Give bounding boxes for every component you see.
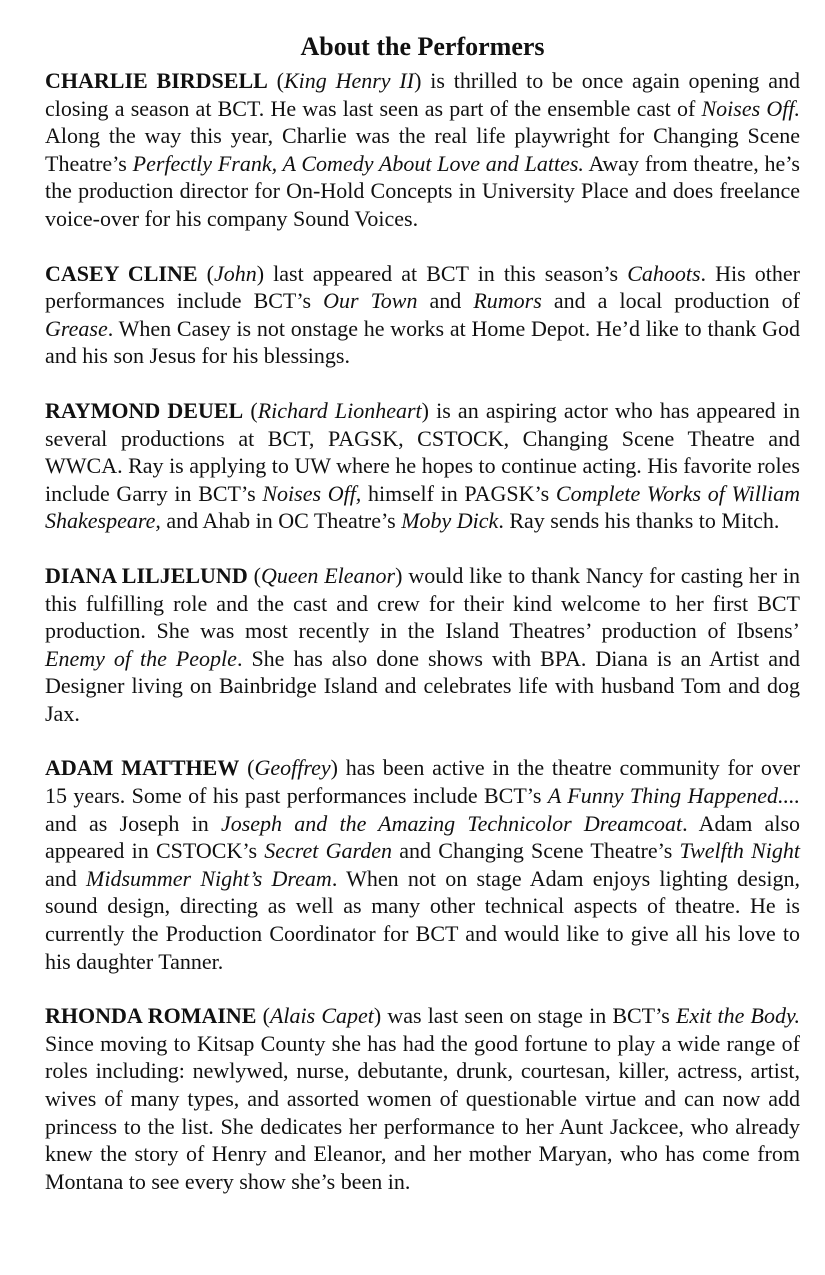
bio-text: ( [197, 260, 214, 286]
performer-bio [45, 397, 800, 535]
performer-bio [45, 754, 800, 975]
bio-text: ( [243, 397, 258, 423]
bio-text: and Changing Scene Theatre’s [392, 838, 680, 864]
bio-text: Along the way this year, Charlie was the real life playwright for Changing Scene Theatre’s [45, 123, 800, 176]
bio-text: Away from theatre, he’s the production director for On-Hold Concepts in University Place and does freelance voice-over for his company Sound Voices. [45, 150, 800, 231]
performer-name: CHARLIE BIRDSELL [45, 68, 268, 93]
bio-text: ) has been active in the theatre community for over 15 years. Some of his past performances include BCT’s [45, 755, 800, 809]
bio-text: ) is thrilled to be once again opening and closing a season at BCT. He was last seen as part of the ensemble cast of [45, 68, 801, 121]
italic-title: Geoffrey [254, 755, 331, 781]
italic-title: A Funny Thing Happened.... [547, 783, 800, 809]
performer-name: CASEY CLINE [45, 260, 198, 286]
performer-bio [45, 562, 800, 728]
bio-text: ) last appeared at BCT in this season’s [256, 260, 628, 286]
italic-title: Cahoots [627, 260, 701, 286]
bio-text: ) is an aspiring actor who has appeared in several productions at BCT, PAGSK, CSTOCK, Changing Scene Theatre and WWCA. Ray is applying to UW where he hopes to continue acting. His favorite roles include Garry in BCT’s [45, 397, 801, 506]
italic-title: Secret Garden [264, 838, 393, 864]
page-title: About the Performers [300, 32, 545, 61]
bio-text: and a local production of [541, 288, 800, 314]
bio-text: . When Casey is not onstage he works at Home Depot. He’d like to thank God and his son Jesus for his blessings. [45, 315, 800, 369]
italic-title: Enemy of the People [45, 645, 237, 671]
italic-title: Midsummer Night’s Dream [86, 865, 332, 891]
performer-name: RAYMOND DEUEL [45, 397, 244, 423]
program-page [45, 30, 800, 1222]
italic-title: King Henry II [283, 68, 415, 93]
italic-title: Complete Works of William Shakespeare, [45, 480, 801, 534]
italic-title: Joseph and the Amazing Technicolor Dreamcoat [220, 810, 683, 836]
performer-bio [45, 67, 800, 233]
bio-text: and Ahab in OC Theatre’s [160, 508, 402, 534]
bio-text: ( [239, 755, 255, 781]
bio-text: Since moving to Kitsap County she has had the good fortune to play a wide range of roles including: newlywed, nurse, debutante, drunk, courtesan, killer, actress, artist, wives of many types, and assorted women of questionable virtue and can now add princess to the list. She dedicates her performance to her Aunt Jackcee, who already knew the story of Henry and Eleanor, and her mother Maryan, who has come from Montana to see every show she’s been in. [45, 1030, 800, 1194]
italic-title: Perfectly Frank, A Comedy About Love and Lattes. [132, 150, 584, 176]
italic-title: Grease [45, 315, 108, 341]
italic-title: Exit the Body. [675, 1003, 801, 1029]
italic-title: John [213, 260, 257, 286]
performer-name: ADAM MATTHEW [45, 755, 240, 781]
bio-text: . His other performances include BCT’s [45, 260, 800, 314]
performer-bios [45, 67, 800, 1195]
italic-title: Noises Off, [262, 480, 362, 506]
bio-text: and [45, 865, 86, 891]
italic-title: Richard Lionheart [257, 397, 422, 423]
bio-text: ( [247, 562, 261, 588]
italic-title: Alais Capet [269, 1003, 374, 1029]
bio-text: . When not on stage Adam enjoys lighting design, sound design, directing as well as many other technical aspects of theatre. He is currently the Production Coordinator for BCT and would like to give all his love to his daughter Tanner. [45, 865, 801, 974]
italic-title: Twelfth Night [679, 838, 800, 864]
italic-title: Noises Off. [701, 95, 800, 121]
performer-bio [45, 260, 800, 370]
performer-name: DIANA LILJELUND [45, 562, 248, 588]
bio-text: ) would like to thank Nancy for casting her in this fulfilling role and the cast and crew for their kind welcome to her first BCT production. She was most recently in the Island Theatres’ production of Ibsens’ [45, 562, 800, 644]
italic-title: Moby Dick [401, 508, 499, 534]
italic-title: Our Town [323, 288, 418, 314]
bio-text: ( [256, 1003, 270, 1029]
italic-title: Queen Eleanor [260, 562, 396, 588]
bio-text: . Ray sends his thanks to Mitch. [498, 508, 780, 534]
bio-text: ( [267, 68, 284, 93]
italic-title: Rumors [473, 288, 542, 314]
bio-text: and [417, 288, 474, 314]
bio-text: . She has also done shows with BPA. Diana is an Artist and Designer living on Bainbridge Island and celebrates life with husband Tom and dog Jax. [45, 645, 800, 726]
bio-text: himself in PAGSK’s [361, 480, 556, 506]
bio-text: . Adam also appeared in CSTOCK’s [45, 810, 800, 864]
performer-name: RHONDA ROMAINE [45, 1003, 257, 1029]
performer-bio [45, 1002, 800, 1195]
bio-text: and as Joseph in [45, 810, 221, 836]
bio-text: ) was last seen on stage in BCT’s [373, 1003, 676, 1029]
